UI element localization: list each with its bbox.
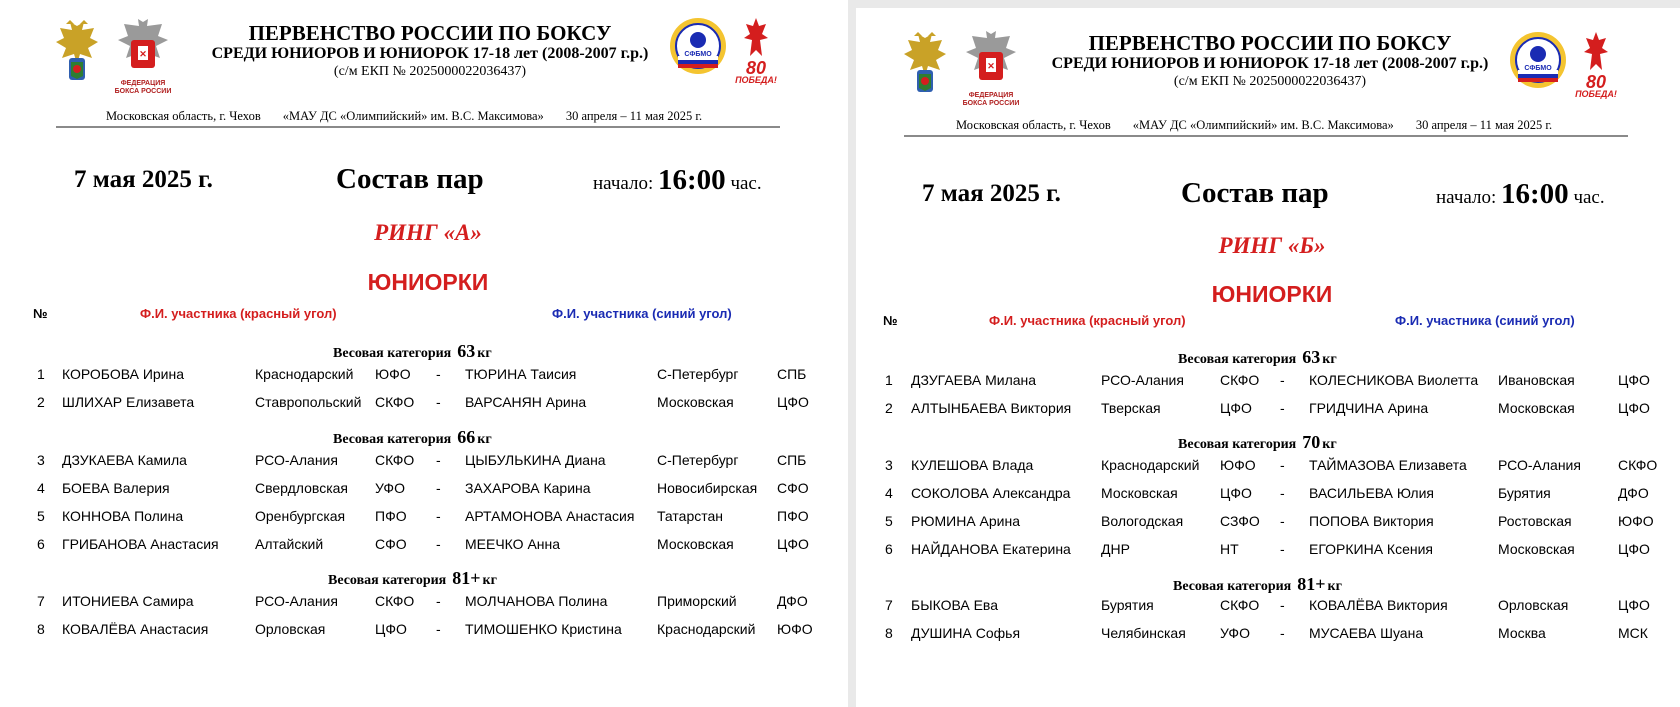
weight-category-unit: кг (1322, 352, 1337, 367)
start-time-line (1436, 178, 1605, 211)
blue-corner-name: МУСАЕВА Шуана (1309, 625, 1424, 641)
bout-number: 7 (885, 597, 893, 613)
event-title: ПЕРВЕНСТВО РОССИИ ПО БОКСУ (1088, 31, 1452, 55)
victory-80-text (1574, 72, 1618, 100)
victory-caption: ПОБЕДА! (735, 75, 777, 85)
red-corner-district: НТ (1220, 541, 1239, 557)
red-corner-name: БОЕВА Валерия (62, 480, 170, 496)
red-corner-name: ИТОНИЕВА Самира (62, 593, 194, 609)
red-corner-district: СКФО (375, 452, 415, 468)
category-label: ЮНИОРКИ (1211, 281, 1333, 307)
versus-separator: - (436, 536, 441, 552)
red-corner-region: Челябинская (1101, 625, 1186, 641)
left-logos (52, 18, 174, 96)
red-corner-region: Орловская (255, 621, 326, 637)
bout-number: 8 (37, 621, 45, 637)
blue-corner-district: ЮФО (777, 621, 813, 637)
venue-region: Московская область, г. Чехов (106, 109, 261, 123)
document-title: Состав пар (336, 163, 484, 195)
versus-separator: - (1280, 625, 1285, 641)
venue-region: Московская область, г. Чехов (956, 118, 1111, 132)
start-label: начало: (593, 173, 654, 194)
red-corner-region: Вологодская (1101, 513, 1184, 529)
versus-separator: - (436, 480, 441, 496)
blue-corner-district: ДФО (1618, 485, 1649, 501)
coat-of-arms-logo (52, 18, 102, 88)
blue-corner-name: КОЛЕСНИКОВА Виолетта (1309, 372, 1479, 388)
event-ekp-number: (с/м ЕКП № 2025000022036437) (333, 64, 527, 79)
weight-category-label: Весовая категория (1178, 352, 1297, 367)
weight-category-value: 66 (457, 427, 476, 447)
red-corner-name: КОВАЛЁВА Анастасия (62, 621, 209, 637)
bout-date: 7 мая 2025 г. (74, 166, 213, 193)
venue-name: «МАУ ДС «Олимпийский» им. В.С. Максимова» (1132, 118, 1394, 132)
blue-corner-district: СКФО (1618, 457, 1658, 473)
category-label: ЮНИОРКИ (367, 269, 489, 295)
versus-separator: - (1280, 513, 1285, 529)
blue-corner-region: Новосибирская (657, 480, 758, 496)
event-subtitle: СРЕДИ ЮНИОРОВ И ЮНИОРОК 17-18 лет (2008-2007 г.р.) (211, 45, 649, 62)
venue-line (106, 109, 702, 124)
red-corner-name: РЮМИНА Арина (911, 513, 1021, 529)
sfbmo-label: СФБМО (684, 51, 712, 58)
blue-corner-name: ТАЙМАЗОВА Елизавета (1309, 457, 1467, 473)
start-label: начало: (1436, 187, 1497, 208)
blue-corner-region: Орловская (1498, 597, 1569, 613)
weight-category-value: 81+ (452, 568, 481, 588)
weight-category-label: Весовая категория (328, 573, 447, 588)
red-corner-name: АЛТЫНБАЕВА Виктория (911, 400, 1072, 416)
weight-category-heading (328, 568, 497, 589)
bout-number: 8 (885, 625, 893, 641)
ring-label: РИНГ «Б» (1218, 233, 1326, 258)
red-corner-district: СКФО (375, 593, 415, 609)
red-corner-name: СОКОЛОВА Александра (911, 485, 1071, 501)
versus-separator: - (1280, 457, 1285, 473)
right-logos (1508, 30, 1618, 100)
versus-separator: - (1280, 597, 1285, 613)
weight-category-heading (333, 341, 492, 362)
red-corner-district: УФО (375, 480, 405, 496)
bout-number: 1 (885, 372, 893, 388)
red-corner-name: ДЗУГАЕВА Милана (911, 372, 1037, 388)
blue-corner-region: Московская (657, 536, 734, 552)
versus-separator: - (436, 508, 441, 524)
versus-separator: - (436, 452, 441, 468)
blue-corner-name: МЕЕЧКО Анна (465, 536, 561, 552)
coat-of-arms-logo (900, 30, 950, 100)
blue-corner-region: Краснодарский (657, 621, 756, 637)
versus-separator: - (1280, 541, 1285, 557)
federation-logo (112, 18, 174, 96)
versus-separator: - (436, 621, 441, 637)
start-time: 16:00 (658, 164, 726, 196)
pairings-sheet-ring-b (856, 8, 1680, 707)
header-divider (56, 126, 780, 128)
event-dates: 30 апреля – 11 мая 2025 г. (1415, 118, 1553, 132)
red-corner-region: Оренбургская (255, 508, 346, 524)
bout-number: 6 (37, 536, 45, 552)
column-header-number: № (883, 313, 898, 328)
red-corner-region: РСО-Алания (255, 593, 338, 609)
blue-corner-region: Татарстан (657, 508, 724, 524)
federation-caption: ФЕДЕРАЦИЯ БОКСА РОССИИ (962, 92, 1020, 107)
blue-corner-region: РСО-Алания (1498, 457, 1581, 473)
red-corner-district: ЦФО (1220, 485, 1252, 501)
red-corner-district: СЗФО (1220, 513, 1260, 529)
blue-corner-name: ВАРСАНЯН Арина (465, 394, 587, 410)
red-corner-district: УФО (1220, 625, 1250, 641)
versus-separator: - (436, 593, 441, 609)
sfbmo-logo (1508, 30, 1568, 90)
weight-category-value: 63 (457, 341, 476, 361)
red-corner-region: Краснодарский (255, 366, 354, 382)
start-time: 16:00 (1501, 178, 1569, 210)
blue-corner-region: Бурятия (1498, 485, 1551, 501)
victory-80-text (734, 58, 778, 86)
bout-number: 1 (37, 366, 45, 382)
bout-number: 5 (885, 513, 893, 529)
column-header-number: № (33, 306, 48, 321)
red-corner-name: ДУШИНА Софья (911, 625, 1021, 641)
bout-number: 7 (37, 593, 45, 609)
blue-corner-region: Ивановская (1498, 372, 1575, 388)
blue-corner-region: Московская (1498, 541, 1575, 557)
weight-category-value: 70 (1302, 432, 1321, 452)
bout-number: 3 (885, 457, 893, 473)
blue-corner-district: СПБ (777, 366, 807, 382)
document-title: Состав пар (1181, 177, 1329, 209)
versus-separator: - (1280, 485, 1285, 501)
red-corner-name: КОРОБОВА Ирина (62, 366, 185, 382)
start-unit: час. (1573, 187, 1605, 208)
event-header (1010, 32, 1530, 90)
red-corner-region: Тверская (1101, 400, 1161, 416)
event-dates: 30 апреля – 11 мая 2025 г. (565, 109, 703, 123)
red-corner-name: ДЗУКАЕВА Камила (62, 452, 187, 468)
blue-corner-name: КОВАЛЁВА Виктория (1309, 597, 1448, 613)
versus-separator: - (1280, 372, 1285, 388)
red-corner-region: Ставропольский (255, 394, 362, 410)
event-title: ПЕРВЕНСТВО РОССИИ ПО БОКСУ (248, 21, 612, 45)
red-corner-region: Краснодарский (1101, 457, 1200, 473)
blue-corner-name: ТИМОШЕНКО Кристина (465, 621, 622, 637)
sfbmo-logo (668, 16, 728, 76)
victory-caption: ПОБЕДА! (1575, 89, 1617, 99)
blue-corner-region: Московская (657, 394, 734, 410)
weight-category-unit: кг (477, 346, 492, 361)
red-corner-region: Бурятия (1101, 597, 1154, 613)
weight-category-heading (1178, 432, 1337, 453)
blue-corner-region: С-Петербург (657, 366, 739, 382)
red-corner-region: Свердловская (255, 480, 349, 496)
blue-corner-name: ЦЫБУЛЬКИНА Диана (465, 452, 606, 468)
bout-number: 5 (37, 508, 45, 524)
bout-number: 3 (37, 452, 45, 468)
blue-corner-region: Московская (1498, 400, 1575, 416)
red-corner-name: ГРИБАНОВА Анастасия (62, 536, 219, 552)
blue-corner-district: ЦФО (1618, 541, 1650, 557)
red-corner-region: Алтайский (255, 536, 324, 552)
weight-category-heading (333, 427, 492, 448)
versus-separator: - (436, 394, 441, 410)
weight-category-label: Весовая категория (1178, 437, 1297, 452)
blue-corner-name: ТЮРИНА Таисия (465, 366, 577, 382)
venue-line (956, 118, 1552, 133)
red-corner-district: ЮФО (1220, 457, 1256, 473)
blue-corner-district: СФО (777, 480, 809, 496)
red-corner-district: СКФО (1220, 372, 1260, 388)
event-header (170, 22, 690, 80)
column-header-red-corner: Ф.И. участника (красный угол) (989, 313, 1186, 328)
bout-date: 7 мая 2025 г. (922, 180, 1061, 207)
bout-number: 6 (885, 541, 893, 557)
blue-corner-district: ЦФО (1618, 372, 1650, 388)
weight-category-unit: кг (1327, 579, 1342, 594)
right-logos (668, 16, 778, 86)
event-subtitle: СРЕДИ ЮНИОРОВ И ЮНИОРОК 17-18 лет (2008-2007 г.р.) (1051, 55, 1489, 72)
column-header-blue-corner: Ф.И. участника (синий угол) (552, 306, 732, 321)
header-divider (904, 135, 1628, 137)
blue-corner-district: СПБ (777, 452, 807, 468)
blue-corner-district: ЮФО (1618, 513, 1654, 529)
weight-category-unit: кг (477, 432, 492, 447)
weight-category-value: 81+ (1297, 574, 1326, 594)
blue-corner-region: С-Петербург (657, 452, 739, 468)
blue-corner-region: Приморский (657, 593, 737, 609)
blue-corner-region: Ростовская (1498, 513, 1572, 529)
blue-corner-name: ВАСИЛЬЕВА Юлия (1309, 485, 1434, 501)
blue-corner-district: ЦФО (777, 394, 809, 410)
weight-category-heading (1178, 347, 1337, 368)
red-corner-region: Московская (1101, 485, 1178, 501)
blue-corner-district: ЦФО (777, 536, 809, 552)
bout-number: 2 (37, 394, 45, 410)
start-unit: час. (730, 173, 762, 194)
column-header-red-corner: Ф.И. участника (красный угол) (140, 306, 337, 321)
weight-category-unit: кг (1322, 437, 1337, 452)
blue-corner-name: ГРИДЧИНА Арина (1309, 400, 1429, 416)
federation-caption: ФЕДЕРАЦИЯ БОКСА РОССИИ (114, 80, 172, 95)
red-corner-region: РСО-Алания (255, 452, 338, 468)
victory-number: 80 (745, 58, 767, 78)
blue-corner-name: ПОПОВА Виктория (1309, 513, 1434, 529)
svg-text:✕: ✕ (987, 61, 995, 71)
bout-number: 4 (885, 485, 893, 501)
red-corner-name: КОННОВА Полина (62, 508, 184, 524)
column-header-blue-corner: Ф.И. участника (синий угол) (1395, 313, 1575, 328)
left-logos (900, 30, 1022, 108)
svg-text:✕: ✕ (139, 49, 147, 59)
weight-category-label: Весовая категория (333, 432, 452, 447)
blue-corner-name: АРТАМОНОВА Анастасия (465, 508, 635, 524)
weight-category-label: Весовая категория (333, 346, 452, 361)
blue-corner-name: ЗАХАРОВА Карина (465, 480, 591, 496)
red-corner-district: ЮФО (375, 366, 411, 382)
blue-corner-district: ЦФО (1618, 597, 1650, 613)
weight-category-unit: кг (482, 573, 497, 588)
venue-name: «МАУ ДС «Олимпийский» им. В.С. Максимова» (282, 109, 544, 123)
ring-label: РИНГ «А» (374, 220, 482, 245)
red-corner-name: ШЛИХАР Елизавета (62, 394, 195, 410)
blue-corner-district: ПФО (777, 508, 809, 524)
versus-separator: - (436, 366, 441, 382)
red-corner-name: КУЛЕШОВА Влада (911, 457, 1034, 473)
red-corner-district: ПФО (375, 508, 407, 524)
victory-80-logo (734, 16, 778, 86)
red-corner-name: БЫКОВА Ева (911, 597, 998, 613)
sfbmo-label: СФБМО (1524, 65, 1552, 72)
red-corner-district: ЦФО (1220, 400, 1252, 416)
red-corner-region: РСО-Алания (1101, 372, 1184, 388)
red-corner-district: ЦФО (375, 621, 407, 637)
weight-category-value: 63 (1302, 347, 1321, 367)
start-time-line (593, 164, 762, 197)
red-corner-district: СФО (375, 536, 407, 552)
versus-separator: - (1280, 400, 1285, 416)
blue-corner-district: МСК (1618, 625, 1648, 641)
red-corner-name: НАЙДАНОВА Екатерина (911, 541, 1071, 557)
blue-corner-district: ДФО (777, 593, 808, 609)
red-corner-district: СКФО (375, 394, 415, 410)
weight-category-label: Весовая категория (1173, 579, 1292, 594)
weight-category-heading (1173, 574, 1342, 595)
blue-corner-name: МОЛЧАНОВА Полина (465, 593, 608, 609)
blue-corner-district: ЦФО (1618, 400, 1650, 416)
blue-corner-region: Москва (1498, 625, 1546, 641)
red-corner-region: ДНР (1101, 541, 1130, 557)
victory-80-logo (1574, 30, 1618, 100)
bout-number: 2 (885, 400, 893, 416)
event-ekp-number: (с/м ЕКП № 2025000022036437) (1173, 74, 1367, 89)
bout-number: 4 (37, 480, 45, 496)
red-corner-district: СКФО (1220, 597, 1260, 613)
victory-number: 80 (1585, 72, 1607, 92)
blue-corner-name: ЕГОРКИНА Ксения (1309, 541, 1433, 557)
